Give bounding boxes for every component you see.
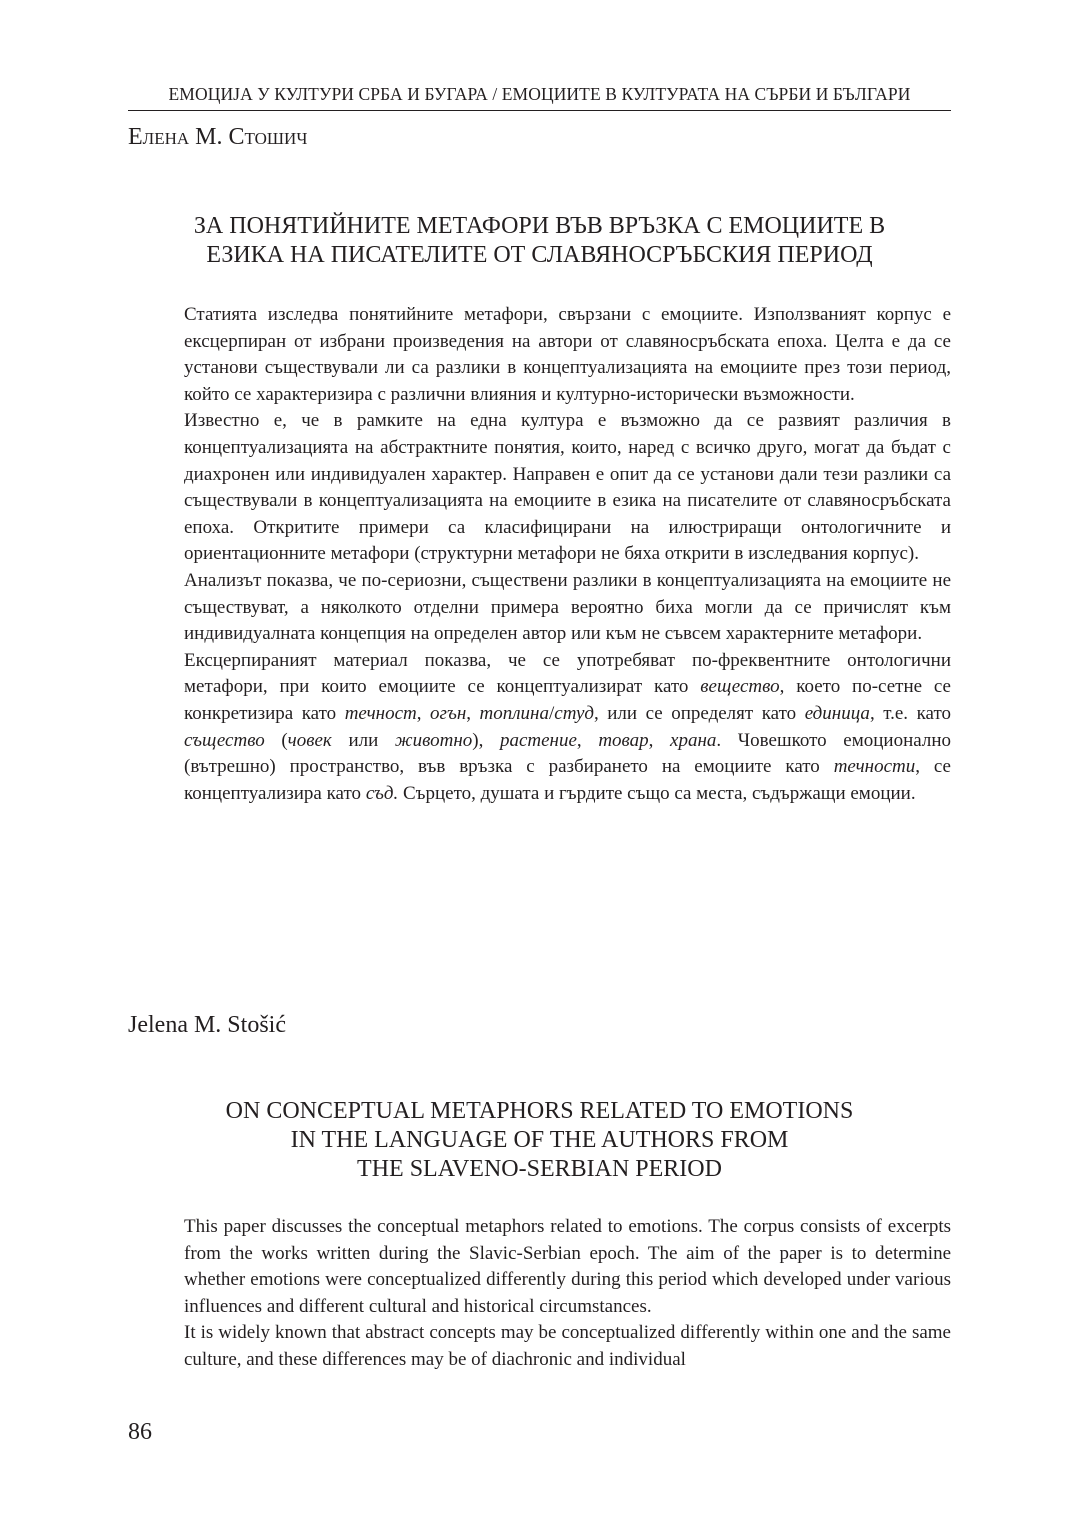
author-name-english: Jelena M. Stošić (128, 1012, 286, 1038)
text-run: или (331, 729, 395, 751)
italic-term: съд. (365, 782, 399, 804)
abstract-paragraph (184, 648, 951, 808)
title-line: IN THE LANGUAGE OF THE AUTHORS FROM (290, 1127, 789, 1153)
italic-term: товар (598, 729, 649, 751)
text-run: Сърцето, душата и гърдите също са места, съдържащи емоции. (398, 782, 916, 804)
abstract-bulgarian (184, 302, 951, 807)
abstract-paragraph: Статията изследва понятийните метафори, свързани с емоциите. Използваният корпус е ексцерпиран от избрани произведения на автори от славяносръбската епоха. Целта е да се установи съществували ли са разлики в концептуализацията на емоциите през този период, който се характеризира с различни влияния и културно-исторически възможности. (184, 304, 951, 405)
text-run: ( (264, 729, 288, 751)
text-run: , т.е. като (869, 702, 952, 724)
title-line: THE SLAVENO-SERBIAN PERIOD (357, 1156, 722, 1182)
abstract-paragraph: Анализът показва, че по-сериозни, съществени разлики в концептуализацията на емоциите не съществуват, а няколкото отделни примера вероятно биха могли да се причислят към индивидуалната концепция на определен автор или към не съвсем характерните метафори. (184, 569, 951, 645)
italic-term: растение (499, 729, 577, 751)
italic-term: животно (394, 729, 473, 751)
text-run: , (576, 729, 599, 751)
italic-term: студ (554, 702, 594, 724)
italic-term: вещество (700, 676, 780, 698)
text-run: / (548, 702, 555, 724)
italic-term: човек (287, 729, 332, 751)
text-run: Ексцерпираният материал показва, че се употребяват по-фреквентните онтологични метафори, при които емоциите се концептуализират като (184, 649, 951, 698)
title-line: ЕЗИКА НА ПИСАТЕЛИТЕ ОТ СЛАВЯНОСРЪБСКИЯ ПЕРИОД (206, 242, 873, 268)
italic-term: топлина (479, 702, 549, 724)
abstract-paragraph: It is widely known that abstract concepts may be conceptualized differently within one and the same culture, and these differences may be of diachronic and individual (184, 1322, 951, 1370)
text-run: , се концептуализира като (184, 756, 951, 804)
abstract-paragraph: This paper discusses the conceptual metaphors related to emotions. The corpus consists of excerpts from the works written during the Slavic-Serbian epoch. The aim of the paper is to determine whether emotions were conceptualized differently during this period which developed under various influences and different cultural and historical circumstances. (184, 1216, 951, 1317)
text-run: ), (472, 729, 500, 751)
text-run: , (648, 729, 671, 751)
article-title-bulgarian (128, 212, 951, 270)
italic-term: огън (430, 702, 467, 724)
text-run: , или се определят като (593, 702, 805, 724)
italic-term: храна (670, 729, 717, 751)
title-line: ЗА ПОНЯТИЙНИТЕ МЕТАФОРИ ВЪВ ВРЪЗКА С ЕМОЦИИТЕ В (193, 213, 886, 239)
abstract-paragraph: Известно е, че в рамките на една култура е възможно да се развият различия в концептуализацията на абстрактните понятия, които, наред с всичко друго, могат да бъдат с диахронен или индивидуален характер. Направен е опит да се установи дали тези разлики са съществували в концептуализацията на емоциите в езика на писателите от славяносръбската епоха. Откритите примери са класифицирани на илюстриращи онтологичните и ориентационните метафори (структурни метафори не бяха открити в изследвания корпус). (184, 410, 951, 565)
italic-term: единица (804, 702, 870, 724)
text-run: . Човешкото емоционално (вътрешно) пространство, във връзка с разбирането на емоциите като (184, 729, 951, 778)
title-line: ON CONCEPTUAL METAPHORS RELATED TO EMOTIONS (225, 1098, 854, 1124)
italic-term: течност (344, 702, 417, 724)
text-run: , (416, 702, 431, 724)
article-title-english (128, 1097, 951, 1184)
header-rule (128, 110, 951, 111)
italic-term: течности (833, 756, 916, 778)
author-name-bulgarian: Елена М. Стошич (128, 124, 308, 150)
running-head: ЕМОЦИЈА У КУЛТУРИ СРБА И БУГАРА / ЕМОЦИИТЕ В КУЛТУРАТА НА СЪРБИ И БЪЛГАРИ (168, 84, 911, 104)
text-run: , което по-сетне се конкретизира като (184, 676, 951, 724)
page-number: 86 (128, 1419, 152, 1445)
abstract-english (184, 1214, 951, 1374)
text-run: , (466, 702, 480, 724)
italic-term: същество (184, 729, 265, 751)
